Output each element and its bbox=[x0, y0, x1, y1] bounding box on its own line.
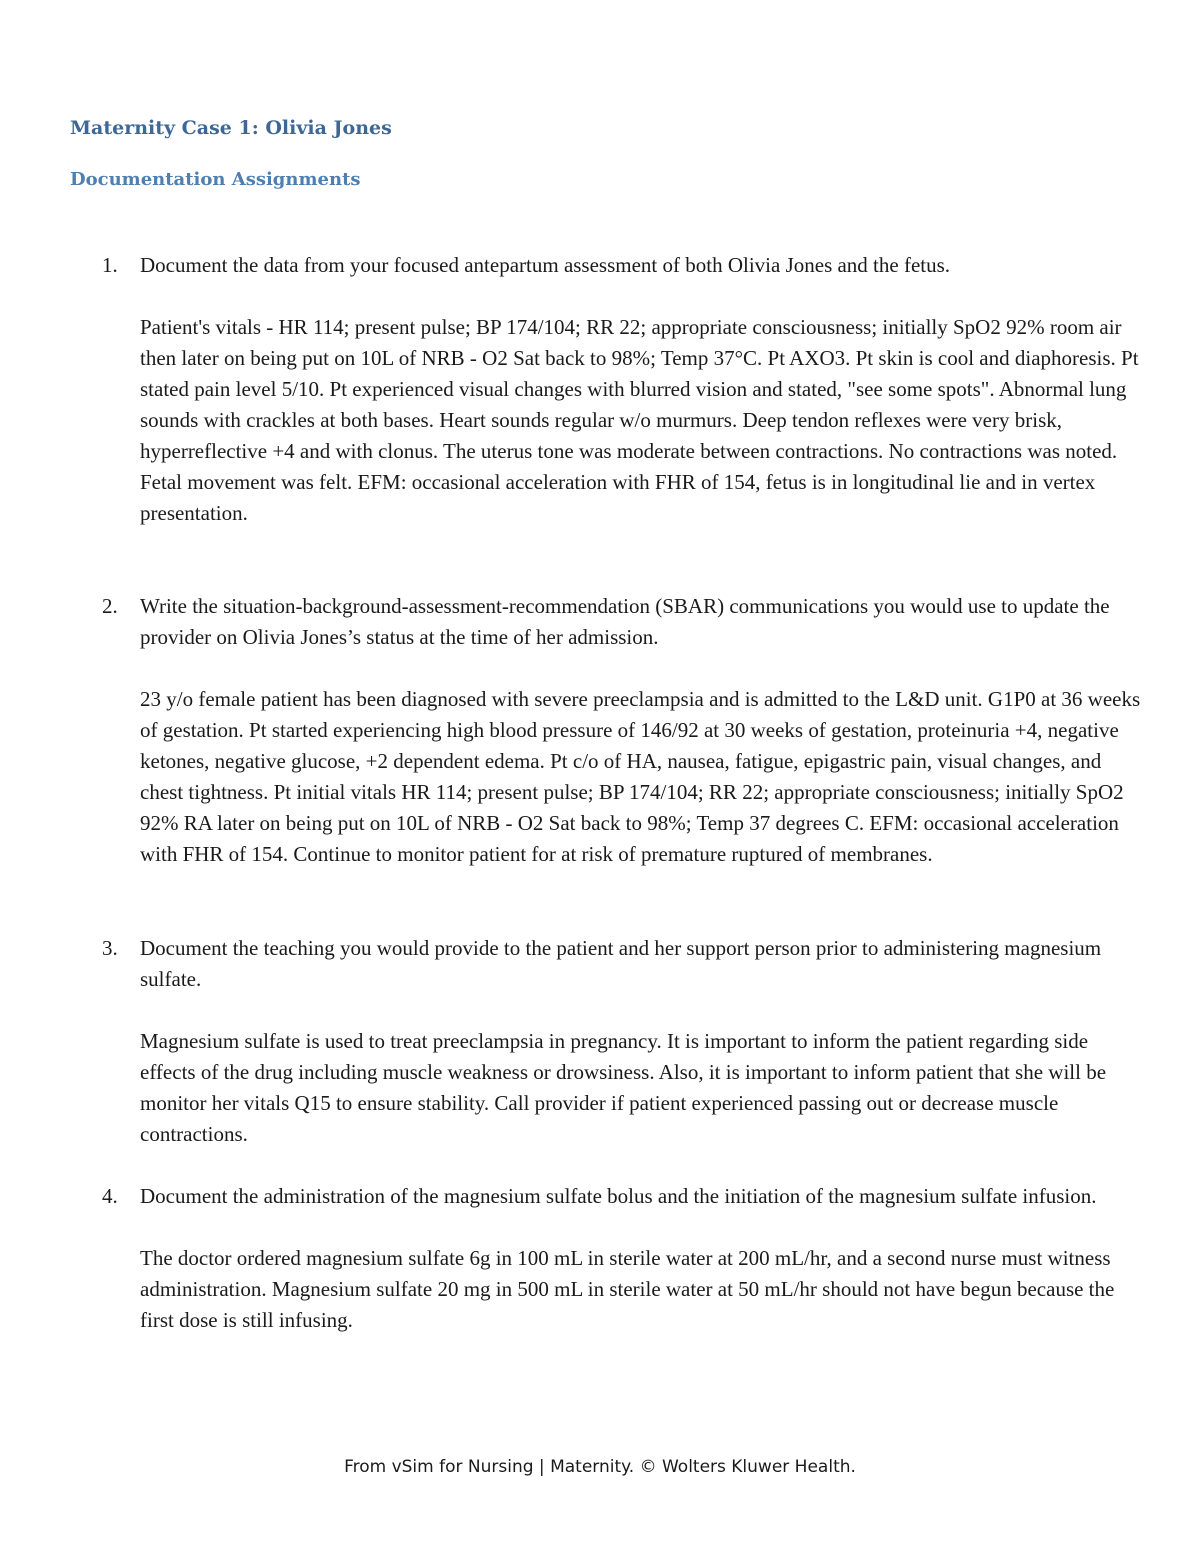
assignment-answer: The doctor ordered magnesium sulfate 6g in 100 mL in sterile water at 200 mL/hr, and a second nurse must witness administration. Magnesium sulfate 20 mg in 500 mL in sterile water at 50 mL/hr should not have begun because the first dose is still infusing. bbox=[140, 1246, 1115, 1332]
assignment-number: 1. bbox=[102, 253, 118, 277]
assignment-item-2 bbox=[102, 591, 1142, 870]
assignment-number: 3. bbox=[102, 936, 118, 960]
assignment-item-1 bbox=[102, 250, 1142, 529]
assignment-answer: Magnesium sulfate is used to treat preeclampsia in pregnancy. It is important to inform the patient regarding side effects of the drug including muscle weakness or drowsiness. Also, it is important to inform patient that she will be monitor her vitals Q15 to ensure stability. Call provider if patient experienced passing out or decrease muscle contractions. bbox=[140, 1029, 1107, 1146]
assignment-answer: Patient's vitals - HR 114; present pulse; BP 174/104; RR 22; appropriate consciousness; initially SpO2 92% room air then later on being put on 10L of NRB - O2 Sat back to 98%; Temp 37°C. Pt AXO3. Pt skin is cool and diaphoresis. Pt stated pain level 5/10. Pt experienced visual changes with blurred vision and stated, "see some spots". Abnormal lung sounds with crackles at both bases. Heart sounds regular w/o murmurs. Deep tendon reflexes were very brisk, hyperreflective +4 and with clonus. The uterus tone was moderate between contractions. No contractions was noted. Fetal movement was felt. EFM: occasional acceleration with FHR of 154, fetus is in longitudinal lie and in vertex presentation. bbox=[140, 315, 1139, 525]
document-title: Maternity Case 1: Olivia Jones bbox=[70, 117, 392, 139]
assignment-item-4 bbox=[102, 1181, 1142, 1336]
assignment-question: Document the administration of the magnesium sulfate bolus and the initiation of the magnesium sulfate infusion. bbox=[140, 1184, 1097, 1208]
assignment-question: Write the situation-background-assessment-recommendation (SBAR) communications you would use to update the provider on Olivia Jones’s status at the time of her admission. bbox=[140, 594, 1110, 649]
document-subtitle: Documentation Assignments bbox=[70, 169, 361, 190]
assignment-question: Document the teaching you would provide to the patient and her support person prior to administering magnesium sulfate. bbox=[140, 936, 1102, 991]
page-footer: From vSim for Nursing | Maternity. © Wolters Kluwer Health. bbox=[344, 1457, 856, 1477]
assignment-number: 4. bbox=[102, 1184, 118, 1208]
assignment-number: 2. bbox=[102, 594, 118, 618]
assignment-question: Document the data from your focused antepartum assessment of both Olivia Jones and the fetus. bbox=[140, 253, 951, 277]
assignment-item-3 bbox=[102, 933, 1142, 1150]
assignment-answer: 23 y/o female patient has been diagnosed with severe preeclampsia and is admitted to the L&D unit. G1P0 at 36 weeks of gestation. Pt started experiencing high blood pressure of 146/92 at 30 weeks of gestation, proteinuria +4, negative ketones, negative glucose, +2 dependent edema. Pt c/o of HA, nausea, fatigue, epigastric pain, visual changes, and chest tightness. Pt initial vitals HR 114; present pulse; BP 174/104; RR 22; appropriate consciousness; initially SpO2 92% RA later on being put on 10L of NRB - O2 Sat back to 98%; Temp 37 degrees C. EFM: occasional acceleration with FHR of 154. Continue to monitor patient for at risk of premature ruptured of membranes. bbox=[140, 687, 1141, 866]
